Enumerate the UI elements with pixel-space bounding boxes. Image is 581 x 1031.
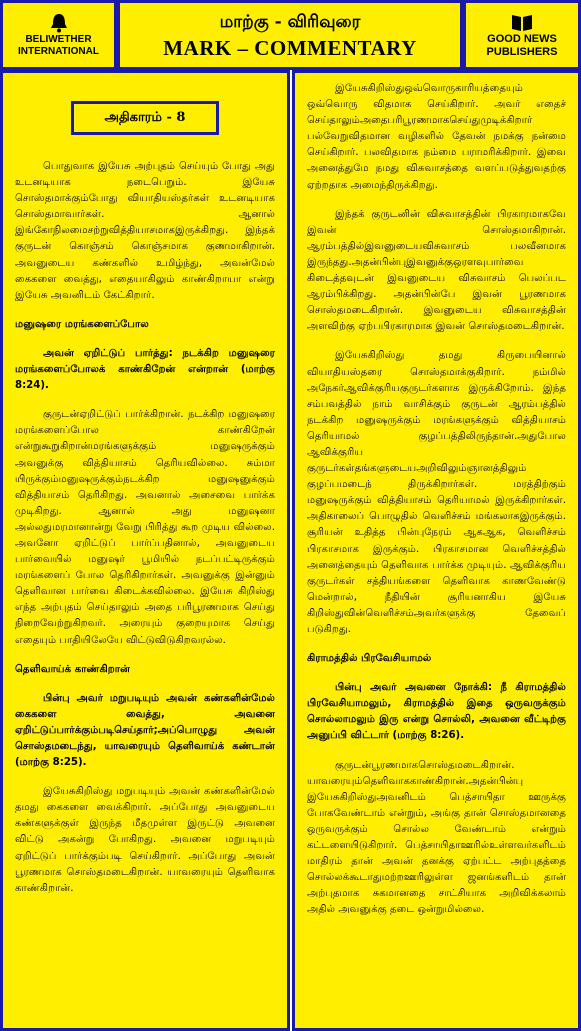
paragraph: இந்தக் குருடனின் விசுவாசத்தின் பிரகாரமாகவே இவன் சொஸ்தமாகிறான். ஆரம்பத்தில்இவனுடையவிசுவாசம் பலவீனமாக இருந்தது.அதன்பின்புஇவனுக்குஒரளவுபார்வை கிடைத்தவுடன் இவனுடைய விசுவாசம் பெலப்பட ஆரம்பிக்கிறது. அதன்பின்பே இவன் பூரணமாக சொஸ்தமடைகிறான். இவனுடைய விசுவாசத்தின் அளவிற்கு ஏற்பபிரகாரமாக இவன் சொஸ்தமடைகிறான். bbox=[307, 208, 566, 333]
section-heading: மனுஷரை மரங்களைப்போல bbox=[15, 318, 149, 330]
title-box bbox=[117, 0, 463, 70]
right-logo-line2: PUBLISHERS bbox=[486, 45, 558, 58]
page-title-tamil: மாற்கு - விரிவுரை bbox=[219, 12, 361, 32]
paragraph: இயேசுகிறிஸ்து தமது கிருபையினால் வியாதியஸ்தரை சொஸ்தமாக்குகிறார். நம்மில் அநேகர்ஆவிக்குரியகுருடர்களாக இருக்கிறோம். இந்த சம்பவத்தில் நாம் வாசிக்கும் குருடன் ஆரம்பத்தில் நடக்கிற மனுஷருக்கும் மரங்களுக்கும் வித்தியாசம் தெரியாமல் குழப்பத்திலிருந்தான்.அதுபோல ஆவிக்குரிய குருடர்கள்தங்களுடையஅறிவிலும்ஞானத்திலும் குழப்பமடைந் திருக்கிறார்கள். மரத்திற்கும் மனுஷருக்கும் வித்தியாசம் தெரியாமல் இருக்கிறார்கள். அதிகாலைப் பொழுதில் வெளிச்சம் மங்கலாகஇருக்கும். சூரியன் உதித்த பின்புநேரம் ஆகஆக, வெளிச்சம் பிரகாசமாக இருக்கும். பிரகாசமான வெளிச்சத்தில் அனைத்தையும் தெளிவாக பார்க்க முடியும். ஆவிக்குரிய குருடர்கள் சத்தியங்களை தெளிவாக காணவேண்டு மென்றால், நீதியின் சூரியனாகிய இயேசு கிறிஸ்துவின்வெளிச்சம்அவர்களுக்கு தேவைப் படுகிறது. bbox=[307, 350, 566, 635]
paragraph: பொதுவாக இயேசு அற்புதம் செய்யும் போது அது உடனடியாக நடைபெறும். இயேசு சொஸ்தமாக்கும்போது வியாதியஸ்தர்கள் உடனடியாக சொஸ்தமாவார்கள். ஆனால் இங்கோநிலமைசற்றுவித்தியாசமாகஇருக்கிறது. இந்தக் குருடன் கொஞ்சம் கொஞ்சமாக குணமாகிறான். அவனுடைய கண்களில் உமிழ்ந்து, அவன்மேல் கைகளை வைத்து, எதையாகிலும் காண்கிறாயா என்று இயேசு அவனிடம் கேட்கிறார். bbox=[15, 161, 275, 301]
paragraph: குருடன்ஏறிட்டுப் பார்க்கிறான். நடக்கிற மனுஷரை மரங்களைப்போல காண்கிறேன் என்றுகூறுகிறான்மரங்களுக்கும் மனுஷருக்கும் அவனுக்கு வித்தியாசம் தெரியவில்லை. சும்மா யிருக்கும்மனுஷருக்கும்நடக்கிற மனுஷனுக்கும் வித்தியாசம் தெரிகிறது. அவனால் அசைவை பார்க்க முடிகிறது. ஆனால் அது மனுஷனா அல்லதுமரமானான்று வேறு பிரித்து கூற முடிய வில்லை. அவனோ ஏறிட்டுப் பார்ப்பதினால், அவனுடைய பார்வையில் மனுஷர் பூமியில் நடப்பட்டிருக்கும் மரங்களைப் போல தெரிகிறார்கள். அவனுக்கு இன்னும் தெளிவான பார்வை கிடைக்கவில்லை. இயேசு கிறிஸ்து எந்த அற்புதம் செய்தாலும் அதை பரிபூரணமாக செய்து நிறைவேற்றுகிறவர். அரையும் குறையுமாக செய்து எதையும் பாதியிலேயே விட்டுவிடுகிறவரல்ல. bbox=[15, 409, 275, 646]
book-icon bbox=[510, 12, 534, 32]
left-column bbox=[0, 70, 290, 1031]
chapter-heading: அதிகாரம் - 8 bbox=[71, 101, 219, 135]
left-logo-box bbox=[0, 0, 117, 70]
bell-icon bbox=[48, 13, 70, 33]
scripture-quote: பின்பு அவர் மறுபடியும் அவன் கண்களின்மேல் கைகளை வைத்து, அவனை ஏறிட்டுப்பார்க்கும்படிசெய்தார்;அப்பொழுது அவன் சொஸ்தமடைந்து, யாவரையும் தெளிவாய்க் கண்டான் (மாற்கு 8:25). bbox=[15, 692, 275, 769]
scripture-quote: அவன் ஏறிட்டுப் பார்த்து: நடக்கிற மனுஷரை மரங்களைப்போலக் காண்கிறேன் என்றான் (மாற்கு 8:24). bbox=[15, 347, 275, 392]
section-heading: தெளிவாய்க் காண்கிறான் bbox=[15, 663, 130, 675]
left-logo-text: BELIWETHER INTERNATIONAL bbox=[18, 33, 99, 57]
page-header bbox=[0, 0, 581, 70]
right-logo-line1: GOOD NEWS bbox=[487, 32, 557, 45]
right-column bbox=[292, 70, 581, 1031]
paragraph: இயேசுகிறிஸ்து மறுபடியும் அவன் கண்களின்மேல் தமது கைகளை வைக்கிறார். அப்போது அவனுடைய கண்களுக்குள் இருந்த மீதமுள்ள இருட்டு அவனை விட்டு அகன்று போகிறது. அவனை மறுபடியும் ஏறிட்டுப் பார்க்கும்படி செய்கிறார். அப்போது அவன் பூரணமாக சொஸ்தமடைகிறான். யாவரையும் தெளிவாக காண்கிறான். bbox=[15, 786, 275, 894]
good-news-logo bbox=[487, 12, 558, 59]
paragraph: குருடன்பூரணமாகசொஸ்தமடைகிறான். யாவரையும்தெளிவாககாண்கிறான்.அதன்பின்பு இயேசுகிறிஸ்துஅவனிடம் பெத்சாயிதா ஊருக்கு போகவேண்டாம் என்றும், அங்கு தான் சொஸ்தமானதை ஒருவருக்கும் சொல்ல வேண்டாம் என்றும் கட்டளையிடுகிறார். பெத்சாயிதாஊரில்உள்ளவர்களிடம் மாதிரம் தான் அவன் தனக்கு ஏற்பட்ட அற்புதத்தை சொல்லக்கூடாதுமற்றஊரிலுள்ள ஜனங்களிடம் தான் அற்புதமாக சுகமானதை சாட்சியாக அறிவிக்கலாம் அதில் அவனுக்கு தடை ஒன்றுமில்லை. bbox=[307, 759, 566, 916]
paragraph: இயேசுகிறிஸ்துஒவ்வொருகாரியத்தையும் ஒவ்வொரு விதமாக செய்கிறார். அவர் எதைச் செய்தாலும்அதைபரிபூரணமாகசெய்துமுடிக்கிறார் பல்வேறுவிதமான வழிகளில் தேவன் நமக்கு நன்மை செய்கிறார். பலவிதமாக நம்மை பராமரிக்கிறார். இவை அனைத்துமே நமது விசுவாசத்தை வளப்படுத்துவதற்கு ஏற்றதாக அமைந்திருக்கிறது. bbox=[307, 83, 566, 191]
bellwether-logo bbox=[11, 13, 107, 58]
page-title-english: MARK – COMMENTARY bbox=[163, 36, 417, 60]
scripture-quote: பின்பு அவர் அவனை நோக்கி: நீ கிராமத்தில் பிரவேசியாமலும், கிராமத்தில் இதை ஒருவருக்கும் சொல்லாமலும் இரு என்று சொல்லி, அவனை வீட்டிற்கு அனுப்பி விட்டார் (மாற்கு 8:26). bbox=[307, 682, 566, 742]
right-logo-box bbox=[463, 0, 581, 70]
section-heading: கிராமத்தில் பிரவேசியாமல் bbox=[307, 653, 432, 665]
